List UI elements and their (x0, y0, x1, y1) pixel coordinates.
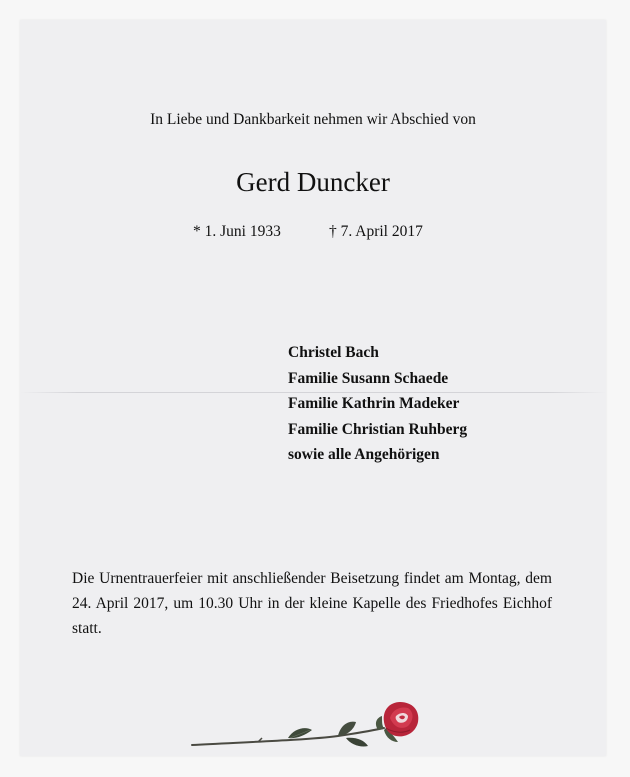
birth-date: * 1. Juni 1933 (193, 223, 281, 240)
rose-icon (188, 698, 438, 754)
obituary-card (20, 20, 606, 756)
service-details: Die Urnentrauerfeier mit anschließender Beisetzung findet am Montag, dem 24. April 2017, um 10.30 Uhr in der kleine Kapelle des Friedhofes Eichhof statt. (72, 570, 552, 637)
mourner-item: Familie Kathrin Madeker (288, 395, 460, 412)
death-date: † 7. April 2017 (329, 223, 423, 240)
deceased-name: Gerd Duncker (236, 167, 390, 197)
mourner-item: Familie Susann Schaede (288, 369, 449, 387)
mourner-item: Christel Bach (288, 344, 379, 361)
mourner-item: Familie Christian Ruhberg (288, 420, 468, 438)
mourners-list (288, 340, 467, 468)
intro-text: In Liebe und Dankbarkeit nehmen wir Abschied von (150, 111, 476, 128)
mourner-item: sowie alle Angehörigen (288, 446, 440, 463)
